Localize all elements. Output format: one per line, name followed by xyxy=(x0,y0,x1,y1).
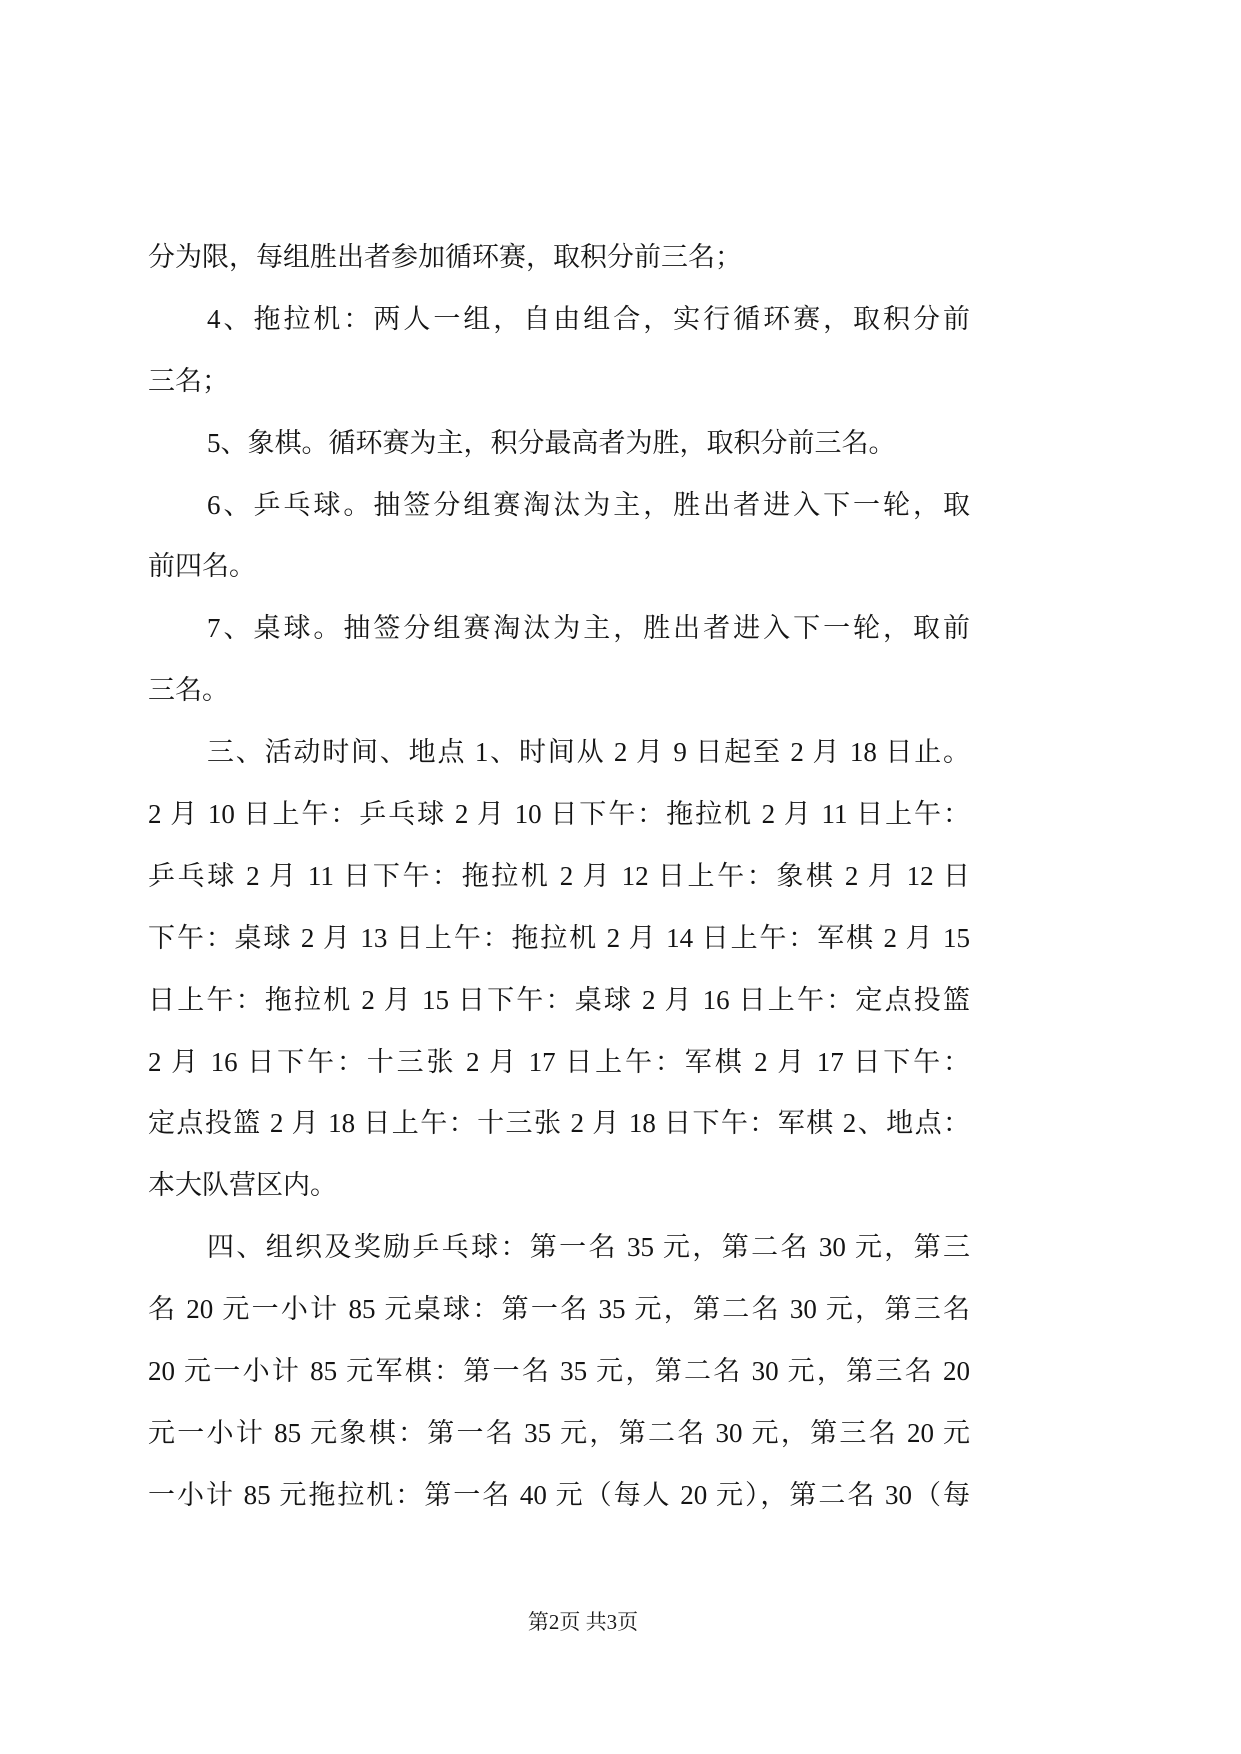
paragraph-line: 名 20 元一小计 85 元桌球：第一名 35 元，第二名 30 元，第三名 xyxy=(148,1294,970,1325)
paragraph-line: 元一小计 85 元象棋：第一名 35 元，第二名 30 元，第三名 20 元 xyxy=(148,1417,970,1448)
paragraph xyxy=(148,413,970,475)
paragraph xyxy=(148,289,970,413)
paragraph-line: 四、组织及奖励乒乓球：第一名 35 元，第二名 30 元，第三 xyxy=(207,1232,970,1263)
paragraph-line: 6、乒乓球。抽签分组赛淘汰为主，胜出者进入下一轮，取 xyxy=(207,489,970,520)
paragraph xyxy=(148,227,970,289)
paragraph-line: 定点投篮 2 月 18 日上午：十三张 2 月 18 日下午：军棋 2、地点： xyxy=(148,1108,970,1139)
paragraph-line: 一小计 85 元拖拉机：第一名 40 元（每人 20 元），第二名 30（每 xyxy=(148,1479,970,1510)
page-footer-page-number: 第2页 共3页 xyxy=(527,1610,639,1634)
paragraph-line: 7、桌球。抽签分组赛淘汰为主，胜出者进入下一轮，取前 xyxy=(207,613,970,644)
paragraph-line: 三名； xyxy=(148,365,229,396)
paragraph-line: 4、拖拉机：两人一组，自由组合，实行循环赛，取积分前 xyxy=(207,303,970,334)
paragraph-line: 前四名。 xyxy=(148,551,256,582)
paragraph xyxy=(148,598,970,722)
paragraph xyxy=(148,475,970,599)
paragraph xyxy=(148,1217,970,1526)
paragraph xyxy=(148,722,970,1217)
paragraph-line: 本大队营区内。 xyxy=(148,1170,337,1201)
body-text xyxy=(148,227,970,1527)
paragraph-line: 2 月 10 日上午：乒乓球 2 月 10 日下午：拖拉机 2 月 11 日上午： xyxy=(148,799,970,830)
paragraph-line: 分为限，每组胜出者参加循环赛，取积分前三名； xyxy=(148,242,742,272)
paragraph-line: 三名。 xyxy=(148,675,229,706)
paragraph-line: 下午：桌球 2 月 13 日上午：拖拉机 2 月 14 日上午：军棋 2 月 15 xyxy=(148,922,970,953)
paragraph-line: 三、活动时间、地点 1、时间从 2 月 9 日起至 2 月 18 日止。 xyxy=(207,737,970,768)
paragraph-line: 2 月 16 日下午：十三张 2 月 17 日上午：军棋 2 月 17 日下午： xyxy=(148,1046,970,1077)
paragraph-line: 20 元一小计 85 元军棋：第一名 35 元，第二名 30 元，第三名 20 xyxy=(148,1356,970,1387)
paragraph-line: 5、象棋。循环赛为主，积分最高者为胜，取积分前三名。 xyxy=(207,427,896,458)
paragraph-line: 乒乓球 2 月 11 日下午：拖拉机 2 月 12 日上午：象棋 2 月 12 日 xyxy=(148,860,970,891)
paragraph-line: 日上午：拖拉机 2 月 15 日下午：桌球 2 月 16 日上午：定点投篮 xyxy=(148,984,970,1015)
